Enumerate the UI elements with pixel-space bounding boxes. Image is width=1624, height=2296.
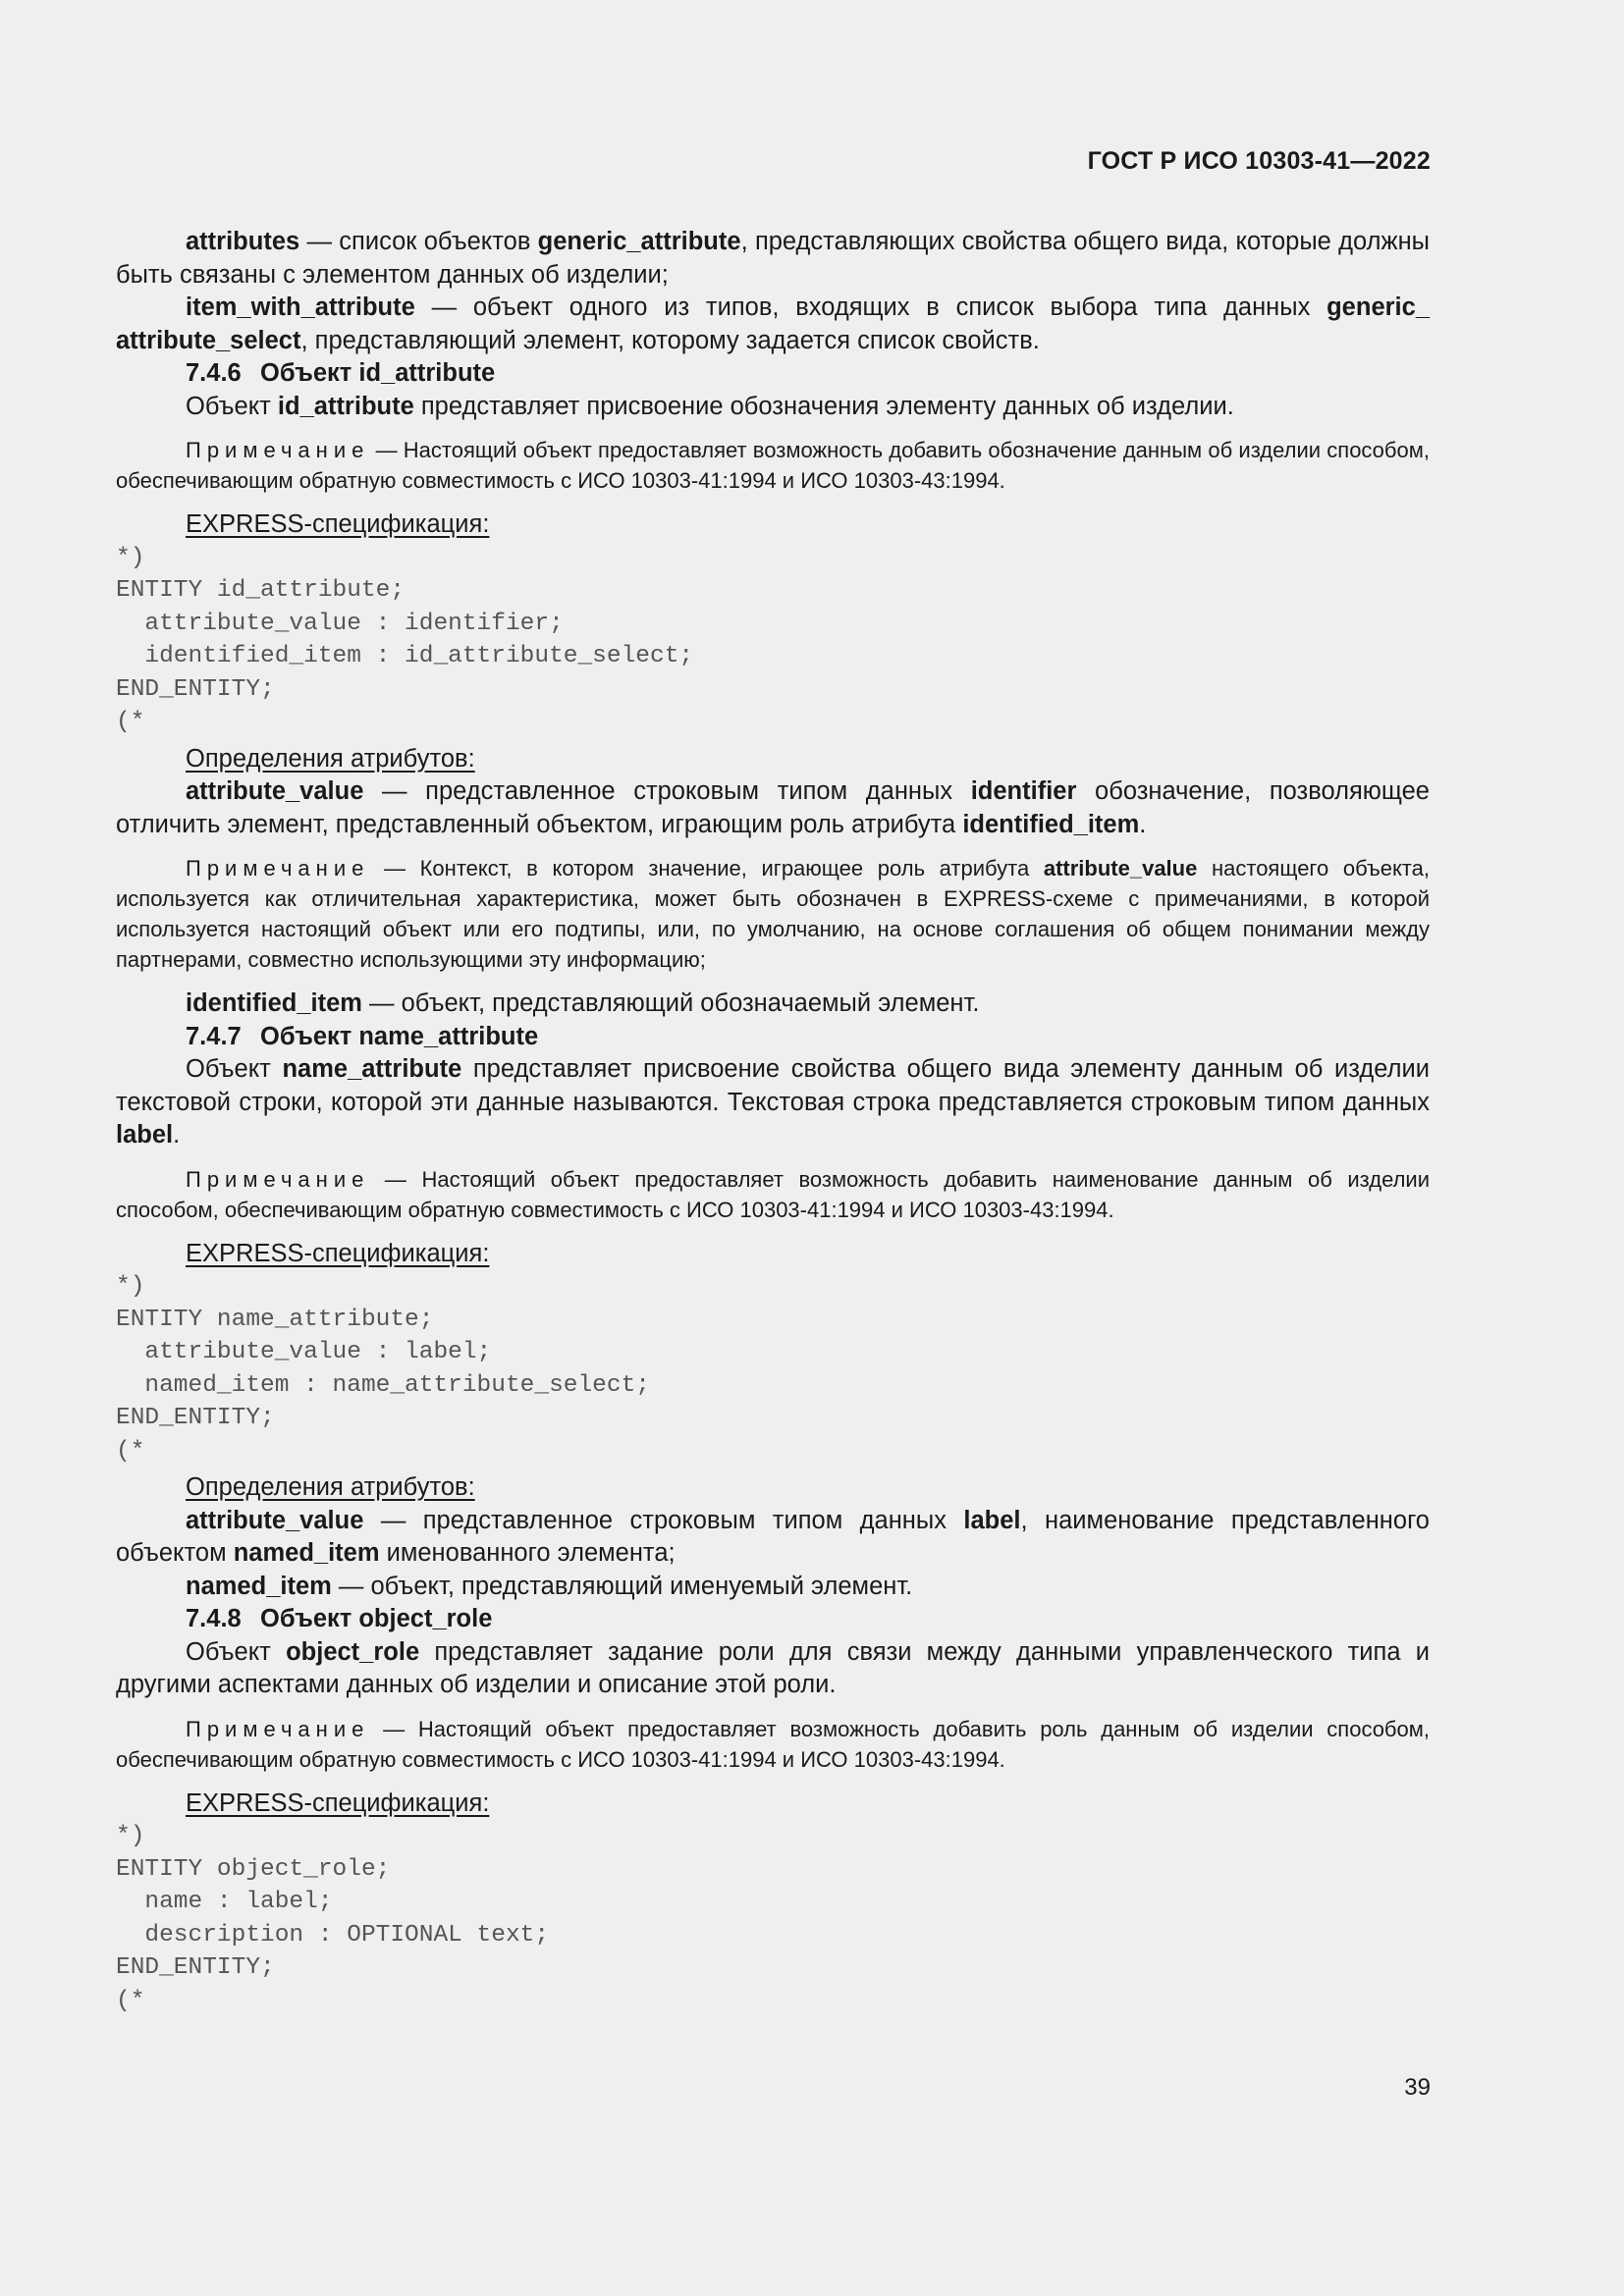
text: . [173, 1121, 181, 1148]
term: item_with_attribute [186, 294, 415, 321]
term: object_role [286, 1637, 420, 1666]
text: обозначение, позволяющее отличить элемент, представленный объектом, играющим роль атрибута [116, 777, 1430, 838]
text: — список объектов [299, 228, 538, 255]
note-text: — Настоящий объект предоставляет возможность добавить обозначение данным об изделии способом, обеспечивающим обратную совместимость с ИСО 10303-41:1994 и ИСО 10303-43:1994. [116, 438, 1430, 493]
term: attribute_value [186, 777, 364, 805]
text: Объект [186, 1637, 287, 1666]
document-header: ГОСТ Р ИСО 10303-41—2022 [1087, 147, 1431, 175]
term: label [116, 1121, 174, 1148]
term: identified_item [186, 989, 362, 1017]
page-content [116, 226, 1430, 2017]
text: представляет задание роли для связи между данными управленческого типа и другими аспектами данных об изделии и описание этой роли. [116, 1637, 1430, 1698]
text: Объект [186, 392, 278, 420]
note [116, 1164, 1430, 1225]
definition-attribute-value [116, 1505, 1430, 1571]
text: именованного элемента; [379, 1539, 676, 1567]
text: представляет присвоение обозначения элементу данных об изделии. [413, 392, 1234, 420]
note-text: — Контекст, в котором значение, играющее роль атрибута [369, 856, 1044, 881]
text: , представляющий элемент, которому задается список свойств. [300, 326, 1040, 354]
term: named_item [233, 1539, 380, 1567]
term: attribute_value [1043, 856, 1198, 881]
term: identified_item [962, 810, 1140, 838]
express-code-block: *) ENTITY name_attribute; attribute_value : label; named_item : name_attribute_select; END_ENTITY; (* [116, 1273, 650, 1465]
section-title: Объект name_attribute [260, 1022, 539, 1050]
attribute-definitions-label: Определения атрибутов: [186, 1473, 475, 1501]
note [116, 435, 1430, 496]
express-code-block: *) ENTITY object_role; name : label; description : OPTIONAL text; END_ENTITY; (* [116, 1823, 550, 2014]
term: named_item [186, 1572, 332, 1600]
note-label: Примечание [186, 1716, 370, 1741]
term: identifier [970, 777, 1077, 805]
note-label: Примечание [186, 1166, 370, 1192]
text: представляет присвоение свойства общего вида элементу данным об изделии текстовой строки, которой эти данные называются. Текстовая строка представляется строковым типом данных [116, 1055, 1430, 1116]
section-number: 7.4.6 [186, 359, 242, 387]
text: Объект [186, 1055, 283, 1083]
term: label [963, 1506, 1021, 1534]
section-intro [116, 1636, 1430, 1702]
section-number: 7.4.8 [186, 1605, 242, 1632]
section-title: Объект id_attribute [260, 359, 496, 387]
section-intro [116, 391, 1430, 424]
note-label: Примечание [186, 438, 370, 462]
section-heading-748 [116, 1603, 1430, 1636]
section-title: Объект object_role [260, 1605, 493, 1632]
definition-attributes [116, 226, 1430, 292]
express-spec-label: EXPRESS-спецификация: [186, 1239, 490, 1267]
term: attribute_value [186, 1506, 364, 1534]
note [116, 1714, 1430, 1775]
definition-attribute-value [116, 775, 1430, 841]
note-text: настоящего объекта, используется как отличительная характеристика, может быть обозначен в EXPRESS-схеме с примечаниями, в которой используется настоящий объект или его подтипы, или, по умолчанию, на основе соглашения об общем понимании между партнерами, совместно использующими эту информацию; [116, 856, 1430, 972]
text: — объект, представляющий обозначаемый элемент. [361, 989, 980, 1017]
text: — представленное строковым типом данных [363, 1506, 964, 1534]
section-intro [116, 1053, 1430, 1152]
term: generic_ attribute_select [116, 294, 1430, 354]
definition-item-with-attribute [116, 292, 1430, 357]
text: — представленное строковым типом данных [363, 777, 971, 805]
definition-named-item [116, 1571, 1430, 1604]
note-text: — Настоящий объект предоставляет возможность добавить роль данным об изделии способом, обеспечивающим обратную совместимость с ИСО 10303-41:1994 и ИСО 10303-43:1994. [116, 1716, 1430, 1772]
text: — объект одного из типов, входящих в список выбора типа данных [414, 294, 1327, 321]
express-spec-label: EXPRESS-спецификация: [186, 510, 490, 538]
term: name_attribute [282, 1055, 462, 1083]
attribute-definitions-label: Определения атрибутов: [186, 744, 475, 773]
term: attributes [186, 228, 300, 255]
express-code-block: *) ENTITY id_attribute; attribute_value : identifier; identified_item : id_attribute_select; END_ENTITY; (* [116, 544, 694, 735]
text: , представляющих свойства общего вида, которые должны быть связаны с элементом данных об изделии; [116, 228, 1430, 289]
section-heading-746 [116, 357, 1430, 391]
term: generic_attribute [537, 228, 741, 255]
express-spec-label: EXPRESS-спецификация: [186, 1789, 490, 1817]
page-number: 39 [1404, 2074, 1431, 2101]
section-number: 7.4.7 [186, 1022, 242, 1050]
definition-identified-item [116, 988, 1430, 1021]
note-label: Примечание [186, 856, 370, 881]
text: . [1139, 810, 1147, 838]
note [116, 853, 1430, 975]
term: id_attribute [277, 392, 414, 420]
text: , наименование представленного объектом [116, 1506, 1430, 1567]
text: — объект, представляющий именуемый элемент. [331, 1572, 913, 1600]
section-heading-747 [116, 1021, 1430, 1054]
note-text: — Настоящий объект предоставляет возможность добавить наименование данным об изделии способом, обеспечивающим обратную совместимость с ИСО 10303-41:1994 и ИСО 10303-43:1994. [116, 1166, 1430, 1222]
